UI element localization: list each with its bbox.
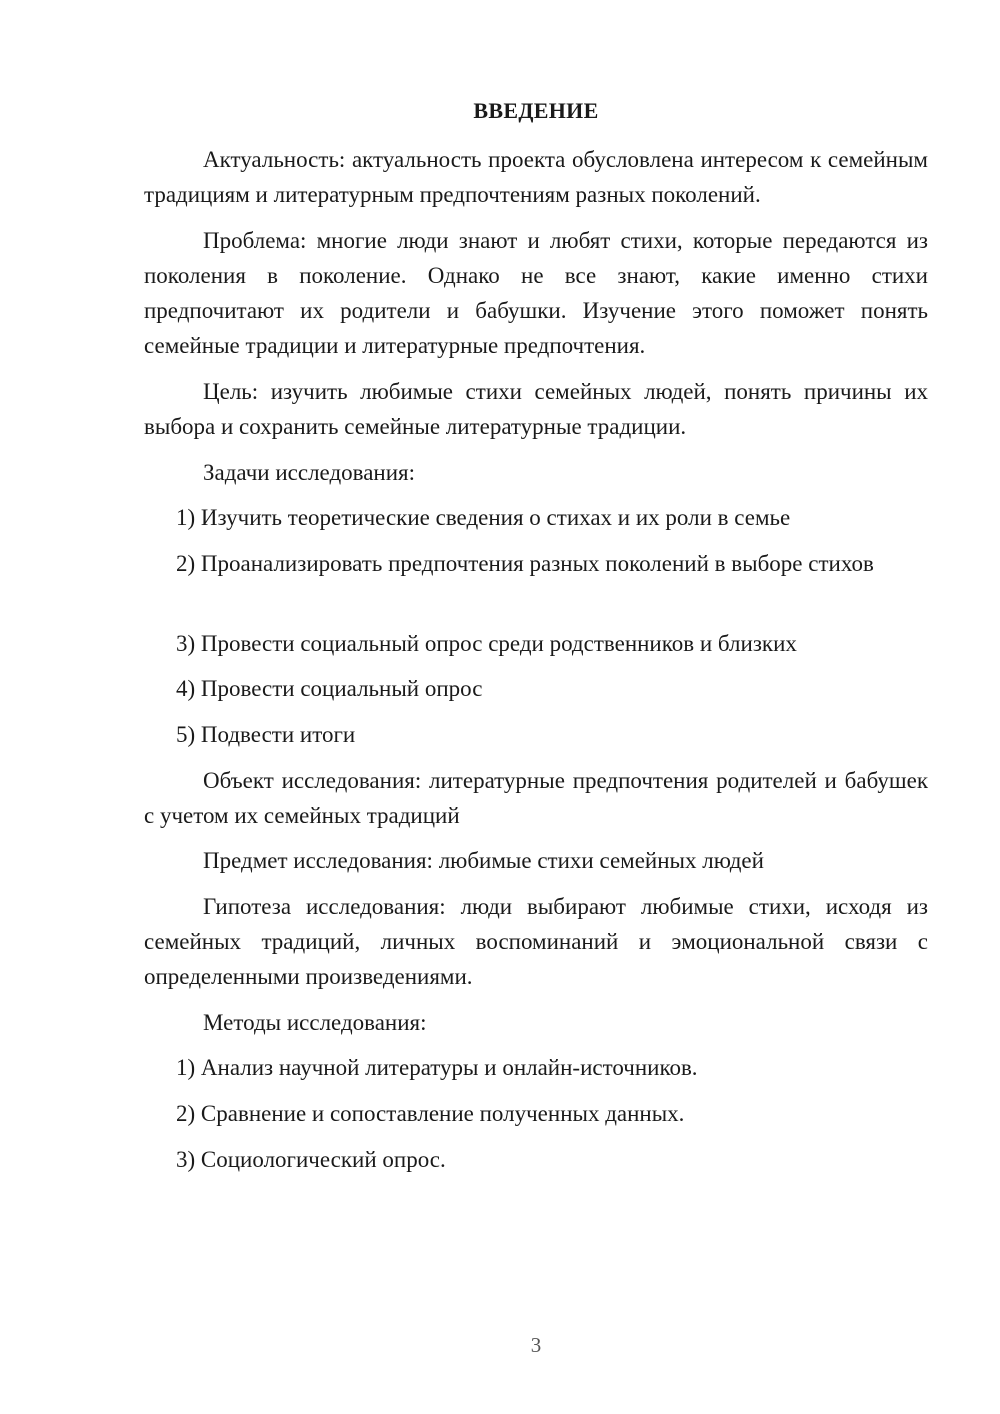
task-item-1-block: [144, 500, 928, 535]
task-item-5-block: [144, 717, 928, 752]
methods-heading: Методы исследования:: [203, 1010, 427, 1035]
problem-block: [144, 223, 928, 363]
method-item: 2) Сравнение и сопоставление полученных данных.: [176, 1101, 685, 1126]
subject-block: [144, 843, 928, 878]
object-block: [144, 763, 928, 833]
tasks-heading: Задачи исследования:: [203, 460, 416, 485]
hypothesis-paragraph: Гипотеза исследования: люди выбирают любимые стихи, исходя из семейных традиций, личных воспоминаний и эмоциональной связи с определенными произведениями.: [144, 894, 928, 989]
relevance-paragraph: Актуальность: актуальность проекта обусловлена интересом к семейным традициям и литературным предпочтениям разных поколений.: [144, 147, 928, 207]
task-item-3-block: [144, 626, 928, 661]
task-item: 1) Изучить теоретические сведения о стихах и их роли в семье: [176, 505, 791, 530]
hypothesis-block: [144, 889, 928, 994]
task-item: 5) Подвести итоги: [176, 722, 356, 747]
method-item-1-block: [144, 1050, 928, 1085]
goal-block: [144, 374, 928, 444]
method-item: 1) Анализ научной литературы и онлайн-источников.: [176, 1055, 698, 1080]
relevance-block: [144, 142, 928, 212]
task-item-4-block: [144, 671, 928, 706]
method-item-3-block: [144, 1142, 928, 1177]
task-item: 2) Проанализировать предпочтения разных поколений в выборе стихов: [176, 551, 874, 576]
task-item-2-block: [144, 546, 928, 581]
task-item: 3) Провести социальный опрос среди родственников и близких: [176, 631, 797, 656]
tasks-heading-block: [144, 455, 928, 490]
subject-paragraph: Предмет исследования: любимые стихи семейных людей: [203, 848, 764, 873]
method-item: 3) Социологический опрос.: [176, 1147, 446, 1172]
problem-paragraph: Проблема: многие люди знают и любят стихи, которые передаются из поколения в поколение. Однако не все знают, какие именно стихи предпочитают их родители и бабушки. Изучение этого поможет понять семейные традиции и литературные предпочтения.: [144, 228, 928, 358]
page-number: 3: [530, 1333, 542, 1357]
methods-heading-block: [144, 1005, 928, 1040]
goal-paragraph: Цель: изучить любимые стихи семейных людей, понять причины их выбора и сохранить семейные литературные традиции.: [144, 379, 928, 439]
page-title: ВВЕДЕНИЕ: [473, 98, 599, 123]
object-paragraph: Объект исследования: литературные предпочтения родителей и бабушек с учетом их семейных традиций: [144, 768, 928, 828]
method-item-2-block: [144, 1096, 928, 1131]
task-item: 4) Провести социальный опрос: [176, 676, 483, 701]
